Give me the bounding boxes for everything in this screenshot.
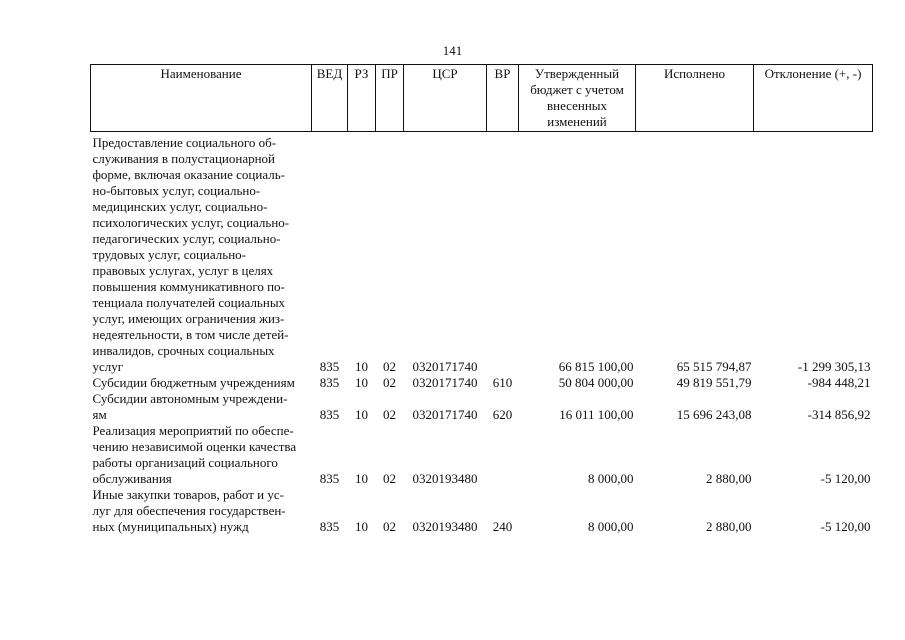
- row-approved: 66 815 100,00: [558, 359, 634, 374]
- row-csr: 0320171740: [412, 359, 478, 374]
- row-approved: 8 000,00: [588, 519, 634, 534]
- row-rz: 10: [355, 359, 368, 374]
- row-executed: 49 819 551,79: [676, 375, 752, 390]
- column-header-vr: ВР: [487, 65, 519, 132]
- row-name: Субсидии бюджетным учреждениям: [92, 375, 295, 390]
- page-number: 141: [442, 43, 463, 58]
- column-header-name: Наименование: [91, 65, 312, 132]
- row-deviation: -1 299 305,13: [797, 359, 871, 374]
- row-pr: 02: [383, 471, 396, 486]
- row-ved: 835: [319, 375, 340, 390]
- table-row: [91, 423, 873, 487]
- row-pr: 02: [383, 375, 396, 390]
- row-ved: 835: [319, 471, 340, 486]
- row-rz: 10: [355, 519, 368, 534]
- row-ved: 835: [319, 407, 340, 422]
- table-header-row: [91, 65, 873, 132]
- column-header-deviation: Отклонение (+, -): [754, 65, 873, 132]
- column-header-rz: РЗ: [348, 65, 376, 132]
- column-header-ved: ВЕД: [312, 65, 348, 132]
- row-pr: 02: [383, 359, 396, 374]
- row-name: Субсидии автономным учреждени- ям: [92, 391, 288, 422]
- row-executed: 65 515 794,87: [676, 359, 752, 374]
- row-executed: 2 880,00: [706, 519, 752, 534]
- row-pr: 02: [383, 519, 396, 534]
- table-body: [91, 135, 873, 535]
- row-deviation: -984 448,21: [807, 375, 871, 390]
- row-approved: 8 000,00: [588, 471, 634, 486]
- row-executed: 2 880,00: [706, 471, 752, 486]
- row-name: Иные закупки товаров, работ и ус- луг для обеспечения государствен- ных (муниципальных) нужд: [92, 487, 286, 534]
- row-deviation: -5 120,00: [820, 519, 871, 534]
- row-pr: 02: [383, 407, 396, 422]
- budget-table: [90, 64, 873, 535]
- row-approved: 16 011 100,00: [559, 407, 634, 422]
- row-approved: 50 804 000,00: [558, 375, 634, 390]
- column-header-approved: Утвержденный бюджет с учетом внесенных изменений: [519, 65, 636, 132]
- row-vr: [487, 135, 519, 375]
- column-header-pr: ПР: [376, 65, 404, 132]
- table-row: [91, 135, 873, 375]
- row-ved: 835: [319, 359, 340, 374]
- row-ved: 835: [319, 519, 340, 534]
- row-deviation: -5 120,00: [820, 471, 871, 486]
- row-executed: 15 696 243,08: [676, 407, 752, 422]
- table-row: [91, 391, 873, 423]
- table-row: [91, 487, 873, 535]
- row-csr: 0320193480: [412, 471, 478, 486]
- row-rz: 10: [355, 407, 368, 422]
- column-header-csr: ЦСР: [404, 65, 487, 132]
- row-vr: 240: [492, 519, 513, 534]
- row-name: Предоставление социального об- служивания в полустационарной форме, включая оказание социаль- но-бытовых услуг, социально- медицинских услуг, социально- психологических услуг, социально- педагогических услуг, социально- трудовых услуг, социально- правовых услугах, услуг в целях повышения коммуникативного по- тенциала получателей социальных услуг, имеющих ограничения жиз- недеятельности, в том числе детей- инвалидов, срочных социальных услуг: [92, 135, 290, 374]
- row-vr: 610: [492, 375, 513, 390]
- row-vr: 620: [492, 407, 513, 422]
- row-name: Реализация мероприятий по обеспе- чению независимой оценки качества работы организаций социального обслуживания: [92, 423, 297, 486]
- row-csr: 0320193480: [412, 519, 478, 534]
- row-csr: 0320171740: [412, 407, 478, 422]
- column-header-executed: Исполнено: [636, 65, 754, 132]
- row-rz: 10: [355, 471, 368, 486]
- row-deviation: -314 856,92: [807, 407, 871, 422]
- table-row: [91, 375, 873, 391]
- row-csr: 0320171740: [412, 375, 478, 390]
- row-rz: 10: [355, 375, 368, 390]
- row-vr: [487, 423, 519, 487]
